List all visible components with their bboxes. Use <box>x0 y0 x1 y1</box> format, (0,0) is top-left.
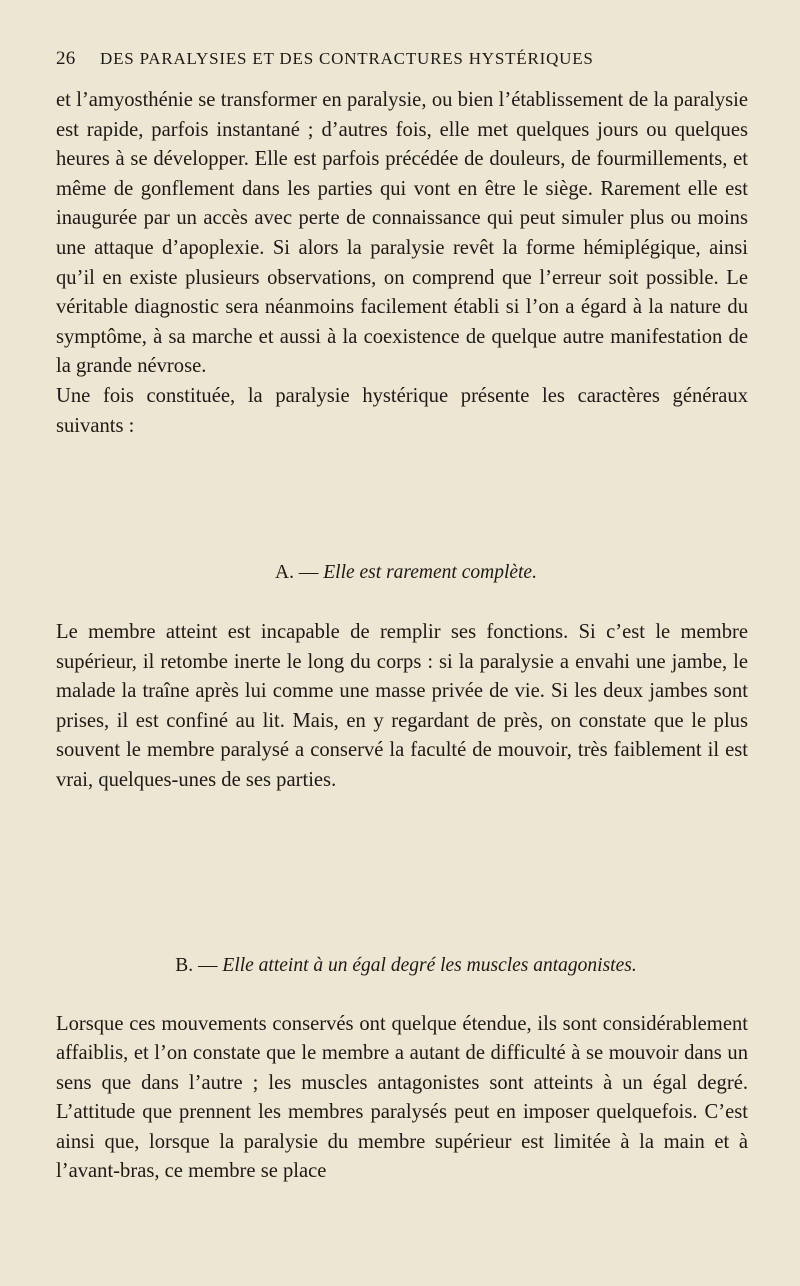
section-a-letter: A. — <box>275 562 319 583</box>
paragraph-incomplete-paralysis: Le membre atteint est incapable de remplir ses fonctions. Si c’est le membre supérieur, il retombe inerte le long du corps : si la paralysie a envahi une jambe, le malade la traîne après lui comme une masse privée de vie. Si les deux jambes sont prises, il est confiné au lit. Mais, en y regardant de près, on constate que le plus souvent le membre paralysé a conservé la faculté de mouvoir, très faiblement il est vrai, quelques-unes de ses parties. <box>56 621 748 791</box>
page-header <box>56 47 706 71</box>
section-b-letter: B. — <box>175 955 218 976</box>
section-a-title: Elle est rarement complète. <box>323 562 537 583</box>
section-b-title: Elle atteint à un égal degré les muscles antagonistes. <box>222 955 637 976</box>
paragraph-antagonist-muscles: Lorsque ces mouvements conservés ont quelque étendue, ils sont considérablement affaiblis, et l’on constate que le membre a autant de difficulté à se mouvoir dans un sens que dans l’autre ; les muscles antagonistes sont atteints à un égal degré. L’attitude que prennent les membres paralysés peut en imposer quelquefois. C’est ainsi que, lorsque la paralysie du membre supérieur est limitée à la main et à l’avant-bras, ce membre se place <box>56 1013 748 1183</box>
section-heading-a <box>60 561 752 585</box>
text-block-b <box>56 1010 748 1186</box>
text-block-intro <box>56 86 748 441</box>
paragraph-onset: et l’amyosthénie se transformer en paralysie, ou bien l’établissement de la paralysie est rapide, parfois instantané ; d’autres fois, elle met quelques jours ou quelques heures à se développer. Elle est parfois précédée de douleurs, de fourmillements, et même de gonflement dans les parties qui vont en être le siège. Rarement elle est inaugurée par un accès avec perte de connaissance qui peut simuler plus ou moins une attaque d’apoplexie. Si alors la paralysie revêt la forme hémiplégique, ainsi qu’il en existe plusieurs observations, on comprend que l’erreur soit possible. Le véritable diagnostic sera néanmoins facilement établi si l’on a égard à la nature du symptôme, à sa marche et aussi à la coexistence de quelque autre manifestation de la grande névrose. <box>56 89 748 378</box>
page-number: 26 <box>56 48 76 69</box>
text-block-a <box>56 618 748 796</box>
section-heading-b <box>60 954 752 978</box>
paragraph-characteristics-intro: Une fois constituée, la paralysie hystérique présente les caractères généraux suivants : <box>56 384 748 437</box>
running-title: DES PARALYSIES ET DES CONTRACTURES HYSTÉRIQUES <box>100 49 594 68</box>
